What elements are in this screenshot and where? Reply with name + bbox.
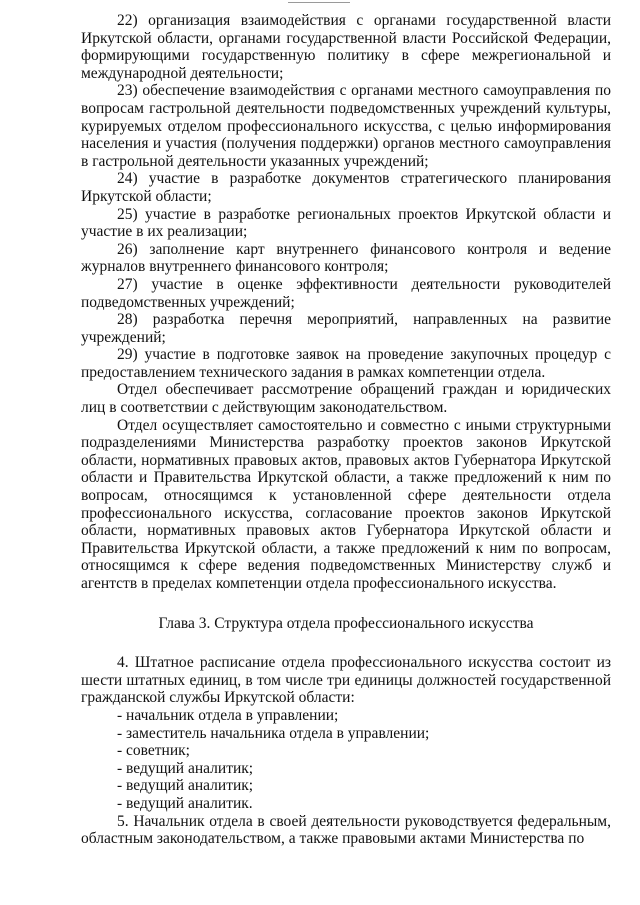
paragraph-item-24: 24) участие в разработке документов стратегического планирования Иркутской области; [81,170,611,205]
top-rule [288,2,350,3]
paragraph-lawmaking: Отдел осуществляет самостоятельно и совместно с иными структурными подразделениями Министерства разработку проектов законов Иркутской области, нормативных правовых актов, правовых актов Губернатора Иркутской области и Правительства Иркутской области, а также предложений к ним по вопросам, относящимся к установленной сфере деятельности отдела профессионального искусства, согласование проектов законов Иркутской области, нормативных правовых актов Губернатора Иркутской области и Правительства Иркутской области, а также предложений к ним по вопросам, относящимся к сфере ведения подведомственных Министерству служб и агентств в пределах компетенции отдела профессионального искусства. [81,416,611,592]
paragraph-final: 5. Начальник отдела в своей деятельности руководствуется федеральным, областным законодательством, а также правовыми актами Министерства по [81,812,611,848]
paragraph-item-26: 26) заполнение карт внутреннего финансового контроля и ведение журналов внутреннего финансового контроля; [81,240,611,276]
staff-list-item: - советник; [117,742,190,760]
staff-list-item: - заместитель начальника отдела в управлении; [117,724,430,742]
document-page [81,12,611,848]
staff-list-item: - начальник отдела в управлении; [117,706,339,724]
staff-list-item: - ведущий аналитик; [117,759,254,777]
staff-list-item: - ведущий аналитик. [117,794,253,812]
paragraph-item-29: 29) участие в подготовке заявок на проведение закупочных процедур с предоставлением технического задания в рамках компетенции отдела. [81,346,611,381]
paragraph-item-28: 28) разработка перечня мероприятий, направленных на развитие учреждений; [81,311,611,346]
paragraph-item-23: 23) обеспечение взаимодействия с органами местного самоуправления по вопросам гастрольной деятельности подведомственных учреждений культуры, курируемых отделом профессионального искусства, с целью информирования населения и участия (получения поддержки) органов местного самоуправления в гастрольной деятельности указанных учреждений; [81,82,611,170]
chapter-heading: Глава 3. Структура отдела профессионального искусства [158,614,534,632]
paragraph-item-27: 27) участие в оценке эффективности деятельности руководителей подведомственных учреждений; [81,275,611,311]
paragraph-staff-intro: 4. Штатное расписание отдела профессионального искусства состоит из шести штатных единиц, в том числе три единицы должностей государственной гражданской службы Иркутской области: [81,654,611,707]
staff-list-item: - ведущий аналитик; [117,777,254,795]
paragraph-appeals: Отдел обеспечивает рассмотрение обращений граждан и юридических лиц в соответствии с действующим законодательством. [81,381,611,417]
paragraph-item-22: 22) организация взаимодействия с органами государственной власти Иркутской области, органами государственной власти Российской Федерации, формирующими государственную политику в сфере межрегиональной и международной деятельности; [81,12,611,82]
paragraph-item-25: 25) участие в разработке региональных проектов Иркутской области и участие в их реализации; [81,205,611,241]
